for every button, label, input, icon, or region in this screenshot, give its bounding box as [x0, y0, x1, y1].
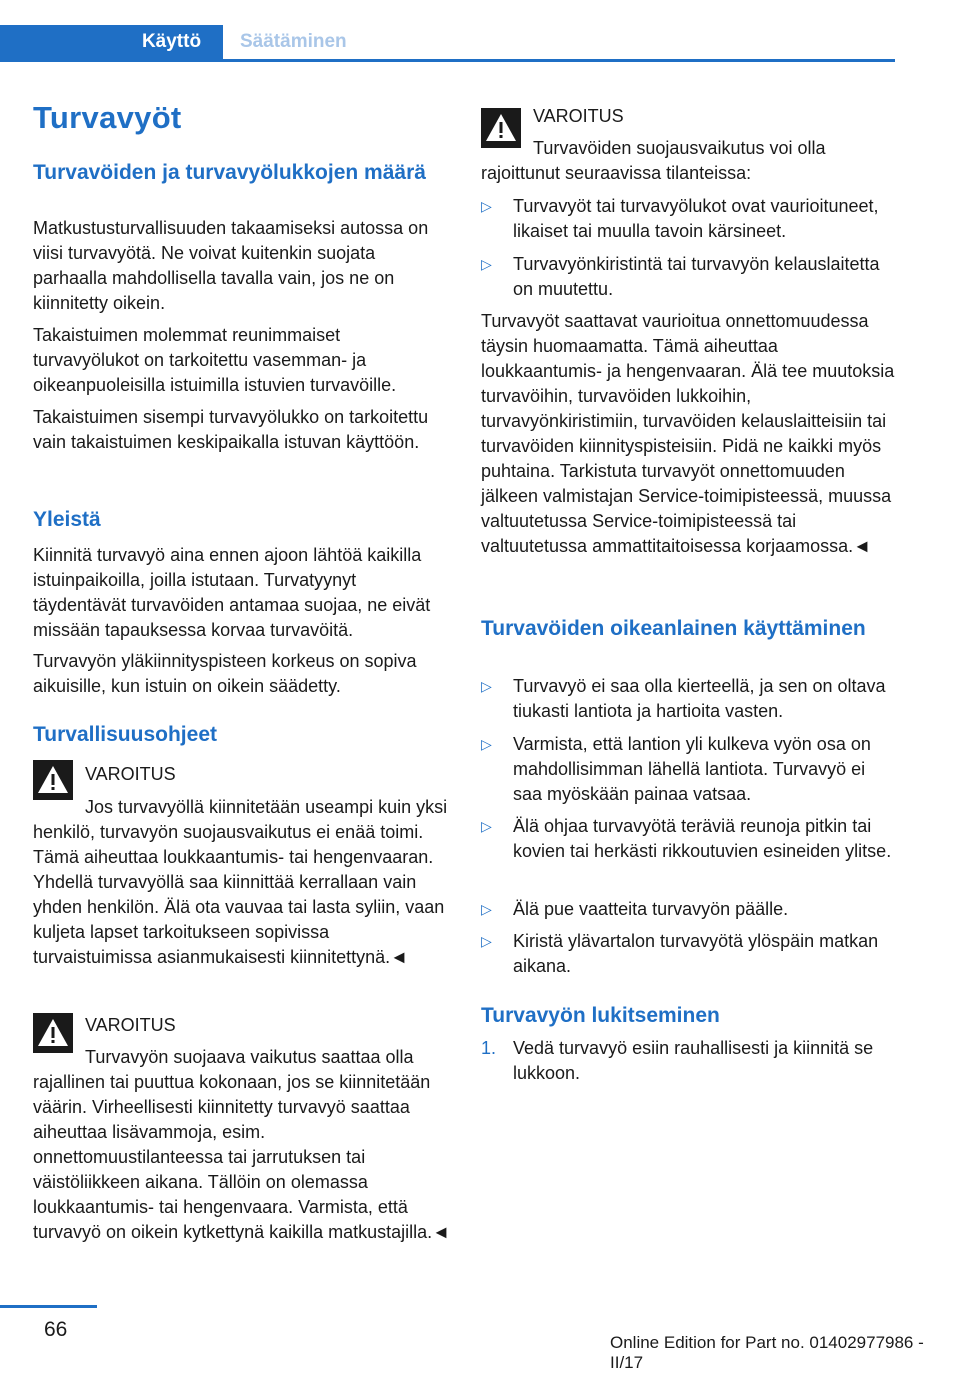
warning-text-rajoittunut: Turvavöiden suojausvaikutus voi olla rajoittunut seuraavissa tilanteissa: — [481, 138, 826, 183]
bullet-arrow-icon: ▷ — [481, 198, 492, 214]
heading-turvavoiden-maara: Turvavöiden ja turvavyölukkojen määrä — [33, 161, 426, 184]
bullet-arrow-icon: ▷ — [481, 901, 492, 917]
list-item-text: Älä ohjaa turvavyötä teräviä reunoja pitkin tai kovien tai herkästi rikkoutuvien esineiden ylitse. — [513, 816, 892, 861]
header-tabs — [0, 25, 895, 62]
list-item-text: Turvavyönkiristintä tai turvavyön kelauslaitetta on muutettu. — [513, 254, 880, 299]
tab-saataminen-label: Säätäminen — [240, 31, 347, 52]
heading-turvallisuusohjeet: Turvallisuusohjeet — [33, 723, 217, 746]
bullet-arrow-icon: ▷ — [481, 678, 492, 694]
warning-text-useampi: Jos turvavyöllä kiinnitetään useampi kuin yksi henkilö, turvavyön suojausvaikutus ei enää toimi. Tämä aiheuttaa loukkaantumis- tai hengenvaaran. Yhdellä turvavyöllä saa kiinnittää kerrallaan vain yhden henkilön. Älä ota vauvaa tai lasta syliin, vaan kuljeta lapset tarkoitukseen sopivissa turvaistuimissa asianmukaisesti kiinnitettynä.◄ — [33, 797, 448, 967]
warning-label: VAROITUS — [85, 1015, 176, 1035]
paragraph-vaurioitua: Turvavyöt saattavat vaurioitua onnettomuudessa täysin huomaamatta. Tämä aiheuttaa loukkaantumis- ja hengenvaaran. Älä tee muutoksia turvavöihin, turvavöiden lukkoihin, turvavyönkiristimiin, turvavöiden kelauslaitteisiin tai turvavöiden kiinnityspisteisiin. Pidä ne kaikki myös puhtaina. Tarkistuta turvavyöt onnettomuuden jälkeen valmistajan Service-toimipisteessä, muussa valtuutetussa Service-toimipisteessä tai valtuutetussa ammattitaitoisessa korjaamossa.◄ — [481, 311, 895, 556]
list-item-text: Varmista, että lantion yli kulkeva vyön osa on mahdollisimman lähellä lantiota. Turvavyö ei saa myöskään painaa vatsaa. — [513, 734, 871, 804]
bullet-arrow-icon: ▷ — [481, 256, 492, 272]
bullet-arrow-icon: ▷ — [481, 818, 492, 834]
list-item-text: Turvavyöt tai turvavyölukot ovat vaurioituneet, likaiset tai muulla tavoin kärsineet. — [513, 196, 879, 241]
warning-label: VAROITUS — [85, 764, 176, 784]
paragraph-kiinnita: Kiinnitä turvavyö aina ennen ajoon lähtöä kaikilla istuinpaikoilla, joilla istutaan. Turvatyynyt täydentävät turvavöiden antamaa suojaa, ne eivät missään tapauksessa korvaa turvavöitä. — [33, 545, 431, 640]
heading-oikeanlainen-kaytto: Turvavöiden oikeanlainen käyttäminen — [481, 617, 866, 640]
paragraph-matkustus: Matkustusturvallisuuden takaamiseksi autossa on viisi turvavyötä. Ne voivat kuitenkin suojata parhaalla mahdollisella tavalla vain, jos ne on kiinnitetty oikein. — [33, 218, 429, 313]
heading-yleista: Yleistä — [33, 508, 101, 531]
numbered-item-text: Vedä turvavyö esiin rauhallisesti ja kiinnitä se lukkoon. — [513, 1038, 874, 1083]
paragraph-ylakiinnitys: Turvavyön yläkiinnityspisteen korkeus on sopiva aikuisille, kun istuin on oikein säädetty. — [33, 651, 417, 696]
tab-kaytto-label: Käyttö — [141, 31, 202, 52]
bullet-arrow-icon: ▷ — [481, 933, 492, 949]
edition-text: Online Edition for Part no. 01402977986 - II/17 — [610, 1333, 924, 1372]
warning-text-suojaava: Turvavyön suojaava vaikutus saattaa olla rajallinen tai puuttua kokonaan, jos se kiinnitetään väärin. Virheellisesti kiinnitetty turvavyö saattaa aiheuttaa lisävammoja, esim. onnettomuustilanteessa tai jarrutuksen tai väistöliikkeen aikana. Tällöin on olemassa loukkaantumis- tai hengenvaara. Varmista, että turvavyö on oikein kytkettynä kaikilla matkustajilla.◄ — [33, 1047, 450, 1242]
bullet-arrow-icon: ▷ — [481, 736, 492, 752]
list-item-text: Älä pue vaatteita turvavyön päälle. — [513, 899, 789, 919]
page-number: 66 — [44, 1318, 68, 1341]
header-rule — [0, 59, 895, 62]
warning-label: VAROITUS — [533, 106, 624, 126]
paragraph-takaistuin-sisempi: Takaistuimen sisempi turvavyölukko on tarkoitettu vain takaistuimen keskipaikalla istuvan käyttöön. — [33, 407, 429, 452]
heading-lukitseminen: Turvavyön lukitseminen — [481, 1004, 720, 1027]
tab-kaytto[interactable] — [0, 25, 223, 59]
step-number: 1. — [481, 1038, 497, 1058]
page-title: Turvavyöt — [33, 100, 182, 135]
paragraph-takaistuin-reuna: Takaistuimen molemmat reunimmaiset turvavyölukot on tarkoitettu vasemman- ja oikeanpuoleisilla istuimilla istuvien turvavöille. — [33, 325, 397, 395]
tab-saataminen[interactable] — [223, 25, 363, 59]
list-item-text: Kiristä ylävartalon turvavyötä ylöspäin matkan aikana. — [513, 931, 879, 976]
warning-triangle-icon — [33, 760, 73, 800]
list-item-text: Turvavyö ei saa olla kierteellä, ja sen on oltava tiukasti lantiota ja hartioita vasten. — [513, 676, 886, 721]
footer-rule — [0, 1305, 97, 1308]
